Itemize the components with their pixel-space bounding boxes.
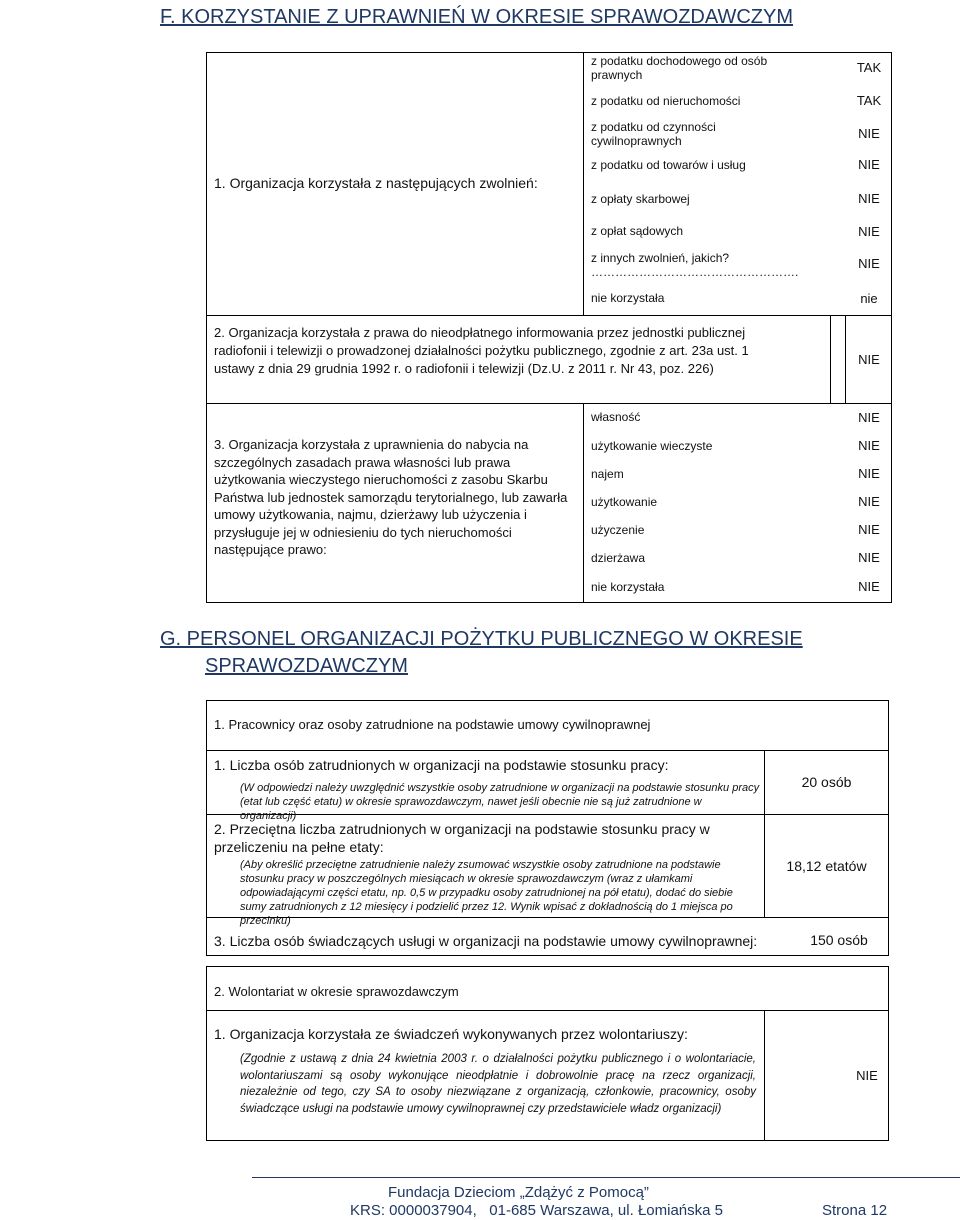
g3-label: 3. Liczba osób świadczących usługi w organizacji na podstawie umowy cywilnoprawnej: [214, 933, 758, 949]
g1-value: 20 osób [801, 774, 852, 790]
w1-label: 1. Organizacja korzystała ze świadczeń wykonywanych przez wolontariuszy: [214, 1026, 688, 1042]
q1-row-value: TAK [856, 93, 882, 108]
q1-row-label: z podatku dochodowego od osób prawnych [591, 54, 768, 82]
q2-label: 2. Organizacja korzystała z prawa do nieodpłatnego informowania przez jednostki publicznej radiofonii i telewizji o prowadzonej działalności pożytku publicznego, zgodnie z art. 23a ust. 1 ustawy z dnia 29 grudnia 1992 r. o radiofonii i telewizji (Dz.U. z 2011 r. Nr 43, poz. 226) [214, 325, 749, 376]
q3-row-label: użytkowanie [591, 495, 658, 509]
subsection-title: 2. Wolontariat w okresie sprawozdawczym [214, 984, 459, 999]
q3-row-value: NIE [858, 579, 880, 594]
q1-row-value: NIE [858, 256, 880, 271]
q1-label: 1. Organizacja korzystała z następujących zwolnień: [214, 175, 538, 191]
table-border [206, 1010, 889, 1011]
section-g-title-cont: SPRAWOZDAWCZYM [205, 655, 408, 677]
table-border [206, 602, 892, 603]
q3-row-label: użytkowanie wieczyste [591, 439, 713, 453]
table-border [206, 750, 889, 751]
q3-row-value: NIE [858, 410, 880, 425]
q1-row-label: z podatku od czynności cywilnoprawnych [591, 120, 716, 148]
g2-value: 18,12 etatów [786, 858, 867, 874]
table-border [206, 52, 892, 53]
table-border [206, 315, 892, 316]
g2-note: (Aby określić przeciętne zatrudnienie należy zsumować wszystkie osoby zatrudnione na podstawie stosunku pracy w poszczególnych miesiącach w okresie sprawozdawczym (wraz z ułamkami odpowiadającymi części etatu, np. 0,5 w przypadku osoby zatrudnionej na pół etatu), dodać do siebie sumy zatrudnionych z 12 miesięcy i podzielić przez 12. Wynik wpisać z dokładnością do 1 miejsca po przecinku) [240, 859, 733, 927]
q1-row-value: NIE [858, 191, 880, 206]
q1-row-label: z innych zwolnień, jakich? [591, 251, 730, 265]
q1-row-value: TAK [856, 60, 882, 75]
g2-label: 2. Przeciętna liczba zatrudnionych w organizacji na podstawie stosunku pracy w przeliczeniu na pełne etaty: [214, 821, 710, 855]
w1-value: NIE [856, 1068, 878, 1083]
table-border [206, 966, 207, 1141]
footer-rule [252, 1177, 960, 1178]
table-border [206, 955, 889, 956]
footer-address: KRS: 0000037904, 01-685 Warszawa, ul. Łomiańska 5 [350, 1202, 723, 1219]
table-border [764, 1010, 765, 1141]
q1-row-label: z opłaty skarbowej [591, 192, 690, 206]
q3-row-label: własność [591, 410, 641, 424]
table-border [583, 403, 584, 603]
q1-row-value: NIE [858, 224, 880, 239]
q3-row-value: NIE [858, 466, 880, 481]
q3-row-label: nie korzystała [591, 580, 665, 594]
q1-row-dots: ……………………………………………. [591, 265, 799, 279]
section-g-title: G. PERSONEL ORGANIZACJI POŻYTKU PUBLICZNEGO W OKRESIE [160, 628, 803, 650]
q3-row-value: NIE [858, 494, 880, 509]
q1-row-value: nie [860, 291, 878, 306]
q1-row-label: nie korzystała [591, 291, 665, 305]
footer-page-number: Strona 12 [822, 1202, 888, 1219]
q3-row-label: użyczenie [591, 523, 645, 537]
g1-label: 1. Liczba osób zatrudnionych w organizacji na podstawie stosunku pracy: [214, 757, 669, 773]
g1-note: (W odpowiedzi należy uwzględnić wszystkie osoby zatrudnione w organizacji na podstawie stosunku pracy (etat lub część etatu) w okresie sprawozdawczym, nawet jeśli obecnie nie są już zatrudnione w organizacji) [240, 782, 760, 822]
q3-row-label: najem [591, 467, 624, 481]
q1-row-label: z opłat sądowych [591, 224, 684, 238]
q1-row-value: NIE [858, 126, 880, 141]
q3-row-label: dzierżawa [591, 551, 646, 565]
table-border [830, 315, 831, 404]
q3-label: 3. Organizacja korzystała z uprawnienia do nabycia na szczególnych zasadach prawa własności lub prawa użytkowania wieczystego nieruchomości z zasobu Skarbu Państwa lub jednostek samorządu terytorialnego, lub zawarła umowy użytkowania, najmu, dzierżawy lub użyczenia i przysługuje jej w odniesieniu do tych nieruchomości następujące prawo: [214, 437, 568, 557]
footer-organization: Fundacja Dzieciom „Zdążyć z Pomocą” [388, 1184, 649, 1201]
table-border [888, 966, 889, 1141]
table-border [206, 966, 889, 967]
q1-row-label: z podatku od nieruchomości [591, 94, 741, 108]
table-border [206, 1140, 889, 1141]
table-border [206, 700, 889, 701]
q3-row-value: NIE [858, 522, 880, 537]
q3-row-value: NIE [858, 550, 880, 565]
w1-note: (Zgodnie z ustawą z dnia 24 kwietnia 2003 r. o działalności pożytku publicznego i o wolontariacie, wolontariuszami są osoby wykonujące nieodpłatnie i dobrowolnie pracę na rzecz organizacji, niezależnie od tego, czy SA to osoby niezwiązane z organizacją, członkowie, pracownicy, osoby świadczące usługi na podstawie umowy cywilnoprawnej czy przedstawiciele władz organizacji) [240, 1053, 756, 1115]
g3-value: 150 osób [810, 932, 868, 948]
table-border [583, 52, 584, 316]
table-border [206, 52, 207, 603]
section-f-title: F. KORZYSTANIE Z UPRAWNIEŃ W OKRESIE SPRAWOZDAWCZYM [160, 6, 793, 28]
q1-row-value: NIE [858, 157, 880, 172]
q3-row-value: NIE [858, 438, 880, 453]
q1-row-label: z podatku od towarów i usług [591, 158, 746, 172]
subsection-title: 1. Pracownicy oraz osoby zatrudnione na podstawie umowy cywilnoprawnej [214, 717, 651, 732]
q2-value: NIE [858, 352, 880, 367]
table-border [206, 403, 892, 404]
